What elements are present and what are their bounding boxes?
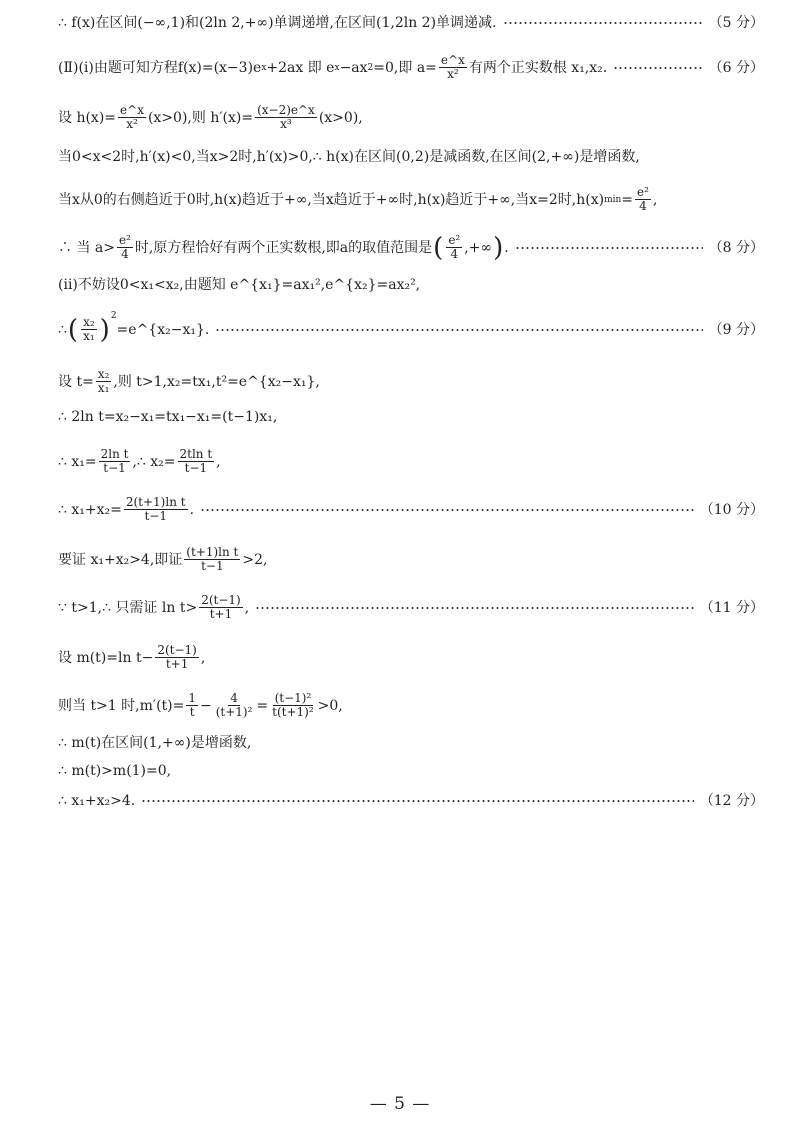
right-paren: ) — [493, 232, 504, 263]
left-paren: ( — [433, 232, 444, 263]
score-label: （9 分） — [708, 321, 764, 338]
fraction: $\frac{\text{x₂}}{\text{x₁}}$ — [83, 315, 95, 343]
solution-line-ratio-square: ∴ ( $\frac{\text{x₂}}{\text{x₁}}$ ) 2 =e^{x₂−x₁}. （9 分） — [58, 311, 764, 345]
left-paren: ( — [67, 314, 79, 345]
solution-line-conclusion: ∴ x₁+x₂>4. （12 分） — [58, 793, 764, 809]
leader-dots — [215, 329, 702, 331]
fraction: $\frac{\text{e²}}{4}$ — [637, 185, 649, 213]
score-label: （8 分） — [708, 239, 764, 256]
score-label: （11 分） — [699, 599, 764, 616]
leader-dots — [200, 509, 694, 511]
fraction: $\frac{\text{x₂}}{\text{x₁}}$ — [97, 367, 110, 395]
solution-line-to-prove: 要证 x₁+x₂>4,即证 $\frac{\text{(t+1)ln t}}{t-1}$ >2, — [58, 545, 268, 573]
right-paren: ) — [99, 314, 110, 345]
fraction: $\frac{(x-2)e\^{}x}{\text{x³}}$ — [257, 103, 315, 131]
leader-dots — [613, 67, 702, 69]
fraction: $\frac{4}{\text{(t+1)²}}$ — [215, 691, 253, 719]
solution-line-m-positive: ∴ m(t)>m(1)=0, — [58, 763, 172, 779]
score-label: （12 分） — [699, 793, 764, 809]
page-number: — 5 — — [369, 1094, 431, 1114]
score-label: （5 分） — [708, 15, 764, 31]
solution-line-define-m: 设 m(t)=ln t− $\frac{2(t-1)}{t+1}$ , — [58, 643, 206, 671]
score-label: （6 分） — [708, 59, 764, 76]
fraction: $\frac{1}{t}$ — [188, 691, 196, 719]
fraction: $\frac{\text{e²}}{4}$ — [118, 233, 131, 261]
fraction: $\frac{2(t-1)}{t+1}$ — [157, 643, 197, 671]
solution-line-sum: ∴ x₁+x₂= $\frac{\text{2(t+1)ln t}}{t-1}$ . （10 分） — [58, 495, 764, 523]
fraction: $\frac{\text{2(t+1)ln t}}{t-1}$ — [125, 495, 186, 523]
solution-line-m-derivative: 则当 t>1 时,m′(t)= $\frac{1}{t}$ − $\frac{4}{\text{(t+1)²}}$ = $\frac{\text{(t−1)²}}{\text{t(t+1)²}}$ >0, — [58, 691, 343, 719]
leader-dots — [141, 800, 694, 802]
leader-dots — [503, 22, 703, 24]
leader-dots — [255, 607, 694, 609]
solution-line-define-h: 设 h(x)= $\frac{e\^{}x}{\text{x²}}$ (x>0),则 h′(x)= $\frac{(x-2)e\^{}x}{\text{x³}}$ (x>0), — [58, 103, 363, 131]
solution-line-part2-ii: (ⅱ)不妨设0<x₁<x₂,由题知 e^{x₁}=ax₁²,e^{x₂}=ax₂², — [58, 277, 421, 293]
fraction: $\frac{\text{(t−1)²}}{\text{t(t+1)²}}$ — [272, 691, 314, 719]
score-label: （10 分） — [699, 501, 764, 518]
solution-line-x1-x2: ∴ x₁= $\frac{\text{2ln t}}{t-1}$ ,∴ x₂= $\frac{\text{2tln t}}{t-1}$ , — [58, 447, 221, 475]
fraction: $\frac{\text{2ln t}}{t-1}$ — [100, 447, 129, 475]
solution-line-define-t: 设 t= $\frac{\text{x₂}}{\text{x₁}}$ ,则 t>1,x₂=tx₁,t²=e^{x₂−x₁}, — [58, 367, 320, 395]
solution-line-m-increasing: ∴ m(t)在区间(1,+∞)是增函数, — [58, 735, 252, 751]
solution-line-only-need: ∵ t>1,∴ 只需证 ln t> $\frac{2(t-1)}{t+1}$ , （11 分） — [58, 593, 764, 621]
solution-line-h-limits: 当x从0的右侧趋近于0时,h(x)趋近于+∞,当x趋近于+∞时,h(x)趋近于+∞,当x=2时,h(x) min = $\frac{\text{e²}}{4}$ , — [58, 185, 658, 213]
fraction: $\frac{e\^{}x}{\text{x²}}$ — [440, 53, 465, 81]
solution-line-range-a: ∴ 当 a> $\frac{\text{e²}}{4}$ 时,原方程恰好有两个正实数根,即a的取值范围是 ( $\frac{\text{e²}}{4}$ ,+∞ ) . （8 分） — [58, 232, 764, 263]
fraction: $\frac{\text{2tln t}}{t-1}$ — [179, 447, 213, 475]
fraction: $\frac{\text{e²}}{4}$ — [448, 233, 461, 261]
fraction: $\frac{e\^{}x}{\text{x²}}$ — [120, 103, 144, 131]
solution-line-monotonicity: ∴ f(x)在区间(−∞,1)和(2ln 2,+∞)单调递增,在区间(1,2ln 2)单调递减. （5 分） — [58, 15, 764, 31]
solution-line-part2-i: (Ⅱ)(ⅰ)由题可知方程f(x)=(x−3)e x +2ax 即 e x −ax 2 =0,即 a= $\frac{e\^{}x}{\text{x²}}$ 有两个正实数根 x₁,x₂. （6 分） — [58, 53, 764, 81]
fraction: $\frac{2(t-1)}{t+1}$ — [201, 593, 241, 621]
leader-dots — [515, 247, 703, 249]
fraction: $\frac{\text{(t+1)ln t}}{t-1}$ — [186, 545, 239, 573]
solution-line-2lnt: ∴ 2ln t=x₂−x₁=tx₁−x₁=(t−1)x₁, — [58, 409, 278, 425]
solution-line-h-monotonic: 当0<x<2时,h′(x)<0,当x>2时,h′(x)>0,∴ h(x)在区间(0,2)是减函数,在区间(2,+∞)是增函数, — [58, 149, 640, 165]
